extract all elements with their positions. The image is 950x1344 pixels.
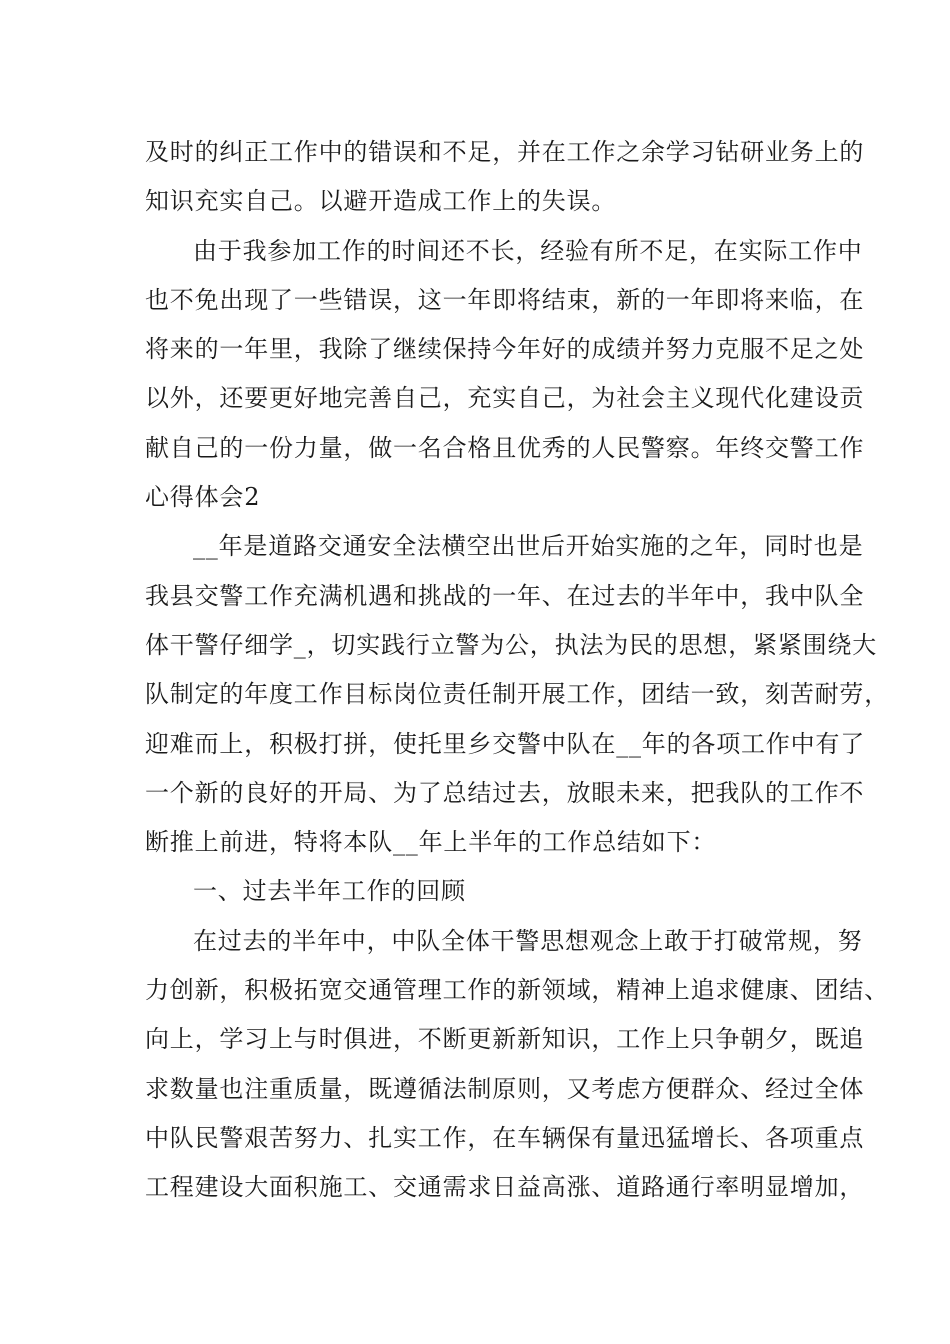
text-line: 力创新，积极拓宽交通管理工作的新领域，精神上追求健康、团结、 (145, 976, 889, 1005)
section-heading: 一、过去半年工作的回顾 (193, 877, 466, 906)
text-line: 求数量也注重质量，既遵循法制原则，又考虑方便群众、经过全体 (145, 1074, 865, 1103)
text-line: 体干警仔细学_，切实践行立警为公，执法为民的思想，紧紧围绕大 (145, 630, 877, 659)
text-line: 心得体会2 (145, 483, 261, 512)
text-line: 中队民警艰苦努力、扎实工作，在车辆保有量迅猛增长、各项重点 (145, 1123, 865, 1152)
text-line: 一个新的良好的开局、为了总结过去，放眼未来，把我队的工作不 (145, 778, 865, 807)
text-line: 迎难而上，积极打拼，使托里乡交警中队在__年的各项工作中有了 (145, 729, 865, 758)
paragraph-first-line: 在过去的半年中，中队全体干警思想观念上敢于打破常规，努 (193, 926, 863, 955)
text-line: 以外，还要更好地完善自己，充实自己，为社会主义现代化建设贡 (145, 384, 865, 413)
text-line: 将来的一年里，我除了继续保持今年好的成绩并努力克服不足之处 (145, 335, 865, 364)
text-line: 工程建设大面积施工、交通需求日益高涨、道路通行率明显增加， (145, 1173, 865, 1202)
paragraph-first-line: __年是道路交通安全法横空出世后开始实施的之年，同时也是 (193, 532, 864, 561)
paragraph-first-line: 由于我参加工作的时间还不长，经验有所不足，在实际工作中 (193, 236, 863, 265)
text-line: 断推上前进，特将本队__年上半年的工作总结如下： (145, 828, 717, 857)
text-line: 知识充实自己。以避开造成工作上的失误。 (145, 187, 617, 216)
text-line: 献自己的一份力量，做一名合格且优秀的人民警察。年终交警工作 (145, 433, 865, 462)
text-line: 也不免出现了一些错误，这一年即将结束，新的一年即将来临，在 (145, 285, 865, 314)
document-body (145, 128, 889, 1213)
text-line: 队制定的年度工作目标岗位责任制开展工作，团结一致，刻苦耐劳， (145, 680, 889, 709)
text-line: 及时的纠正工作中的错误和不足，并在工作之余学习钻研业务上的 (145, 138, 865, 166)
text-line: 向上，学习上与时俱进，不断更新新知识，工作上只争朝夕，既追 (145, 1025, 865, 1054)
text-line: 我县交警工作充满机遇和挑战的一年、在过去的半年中，我中队全 (145, 581, 865, 610)
